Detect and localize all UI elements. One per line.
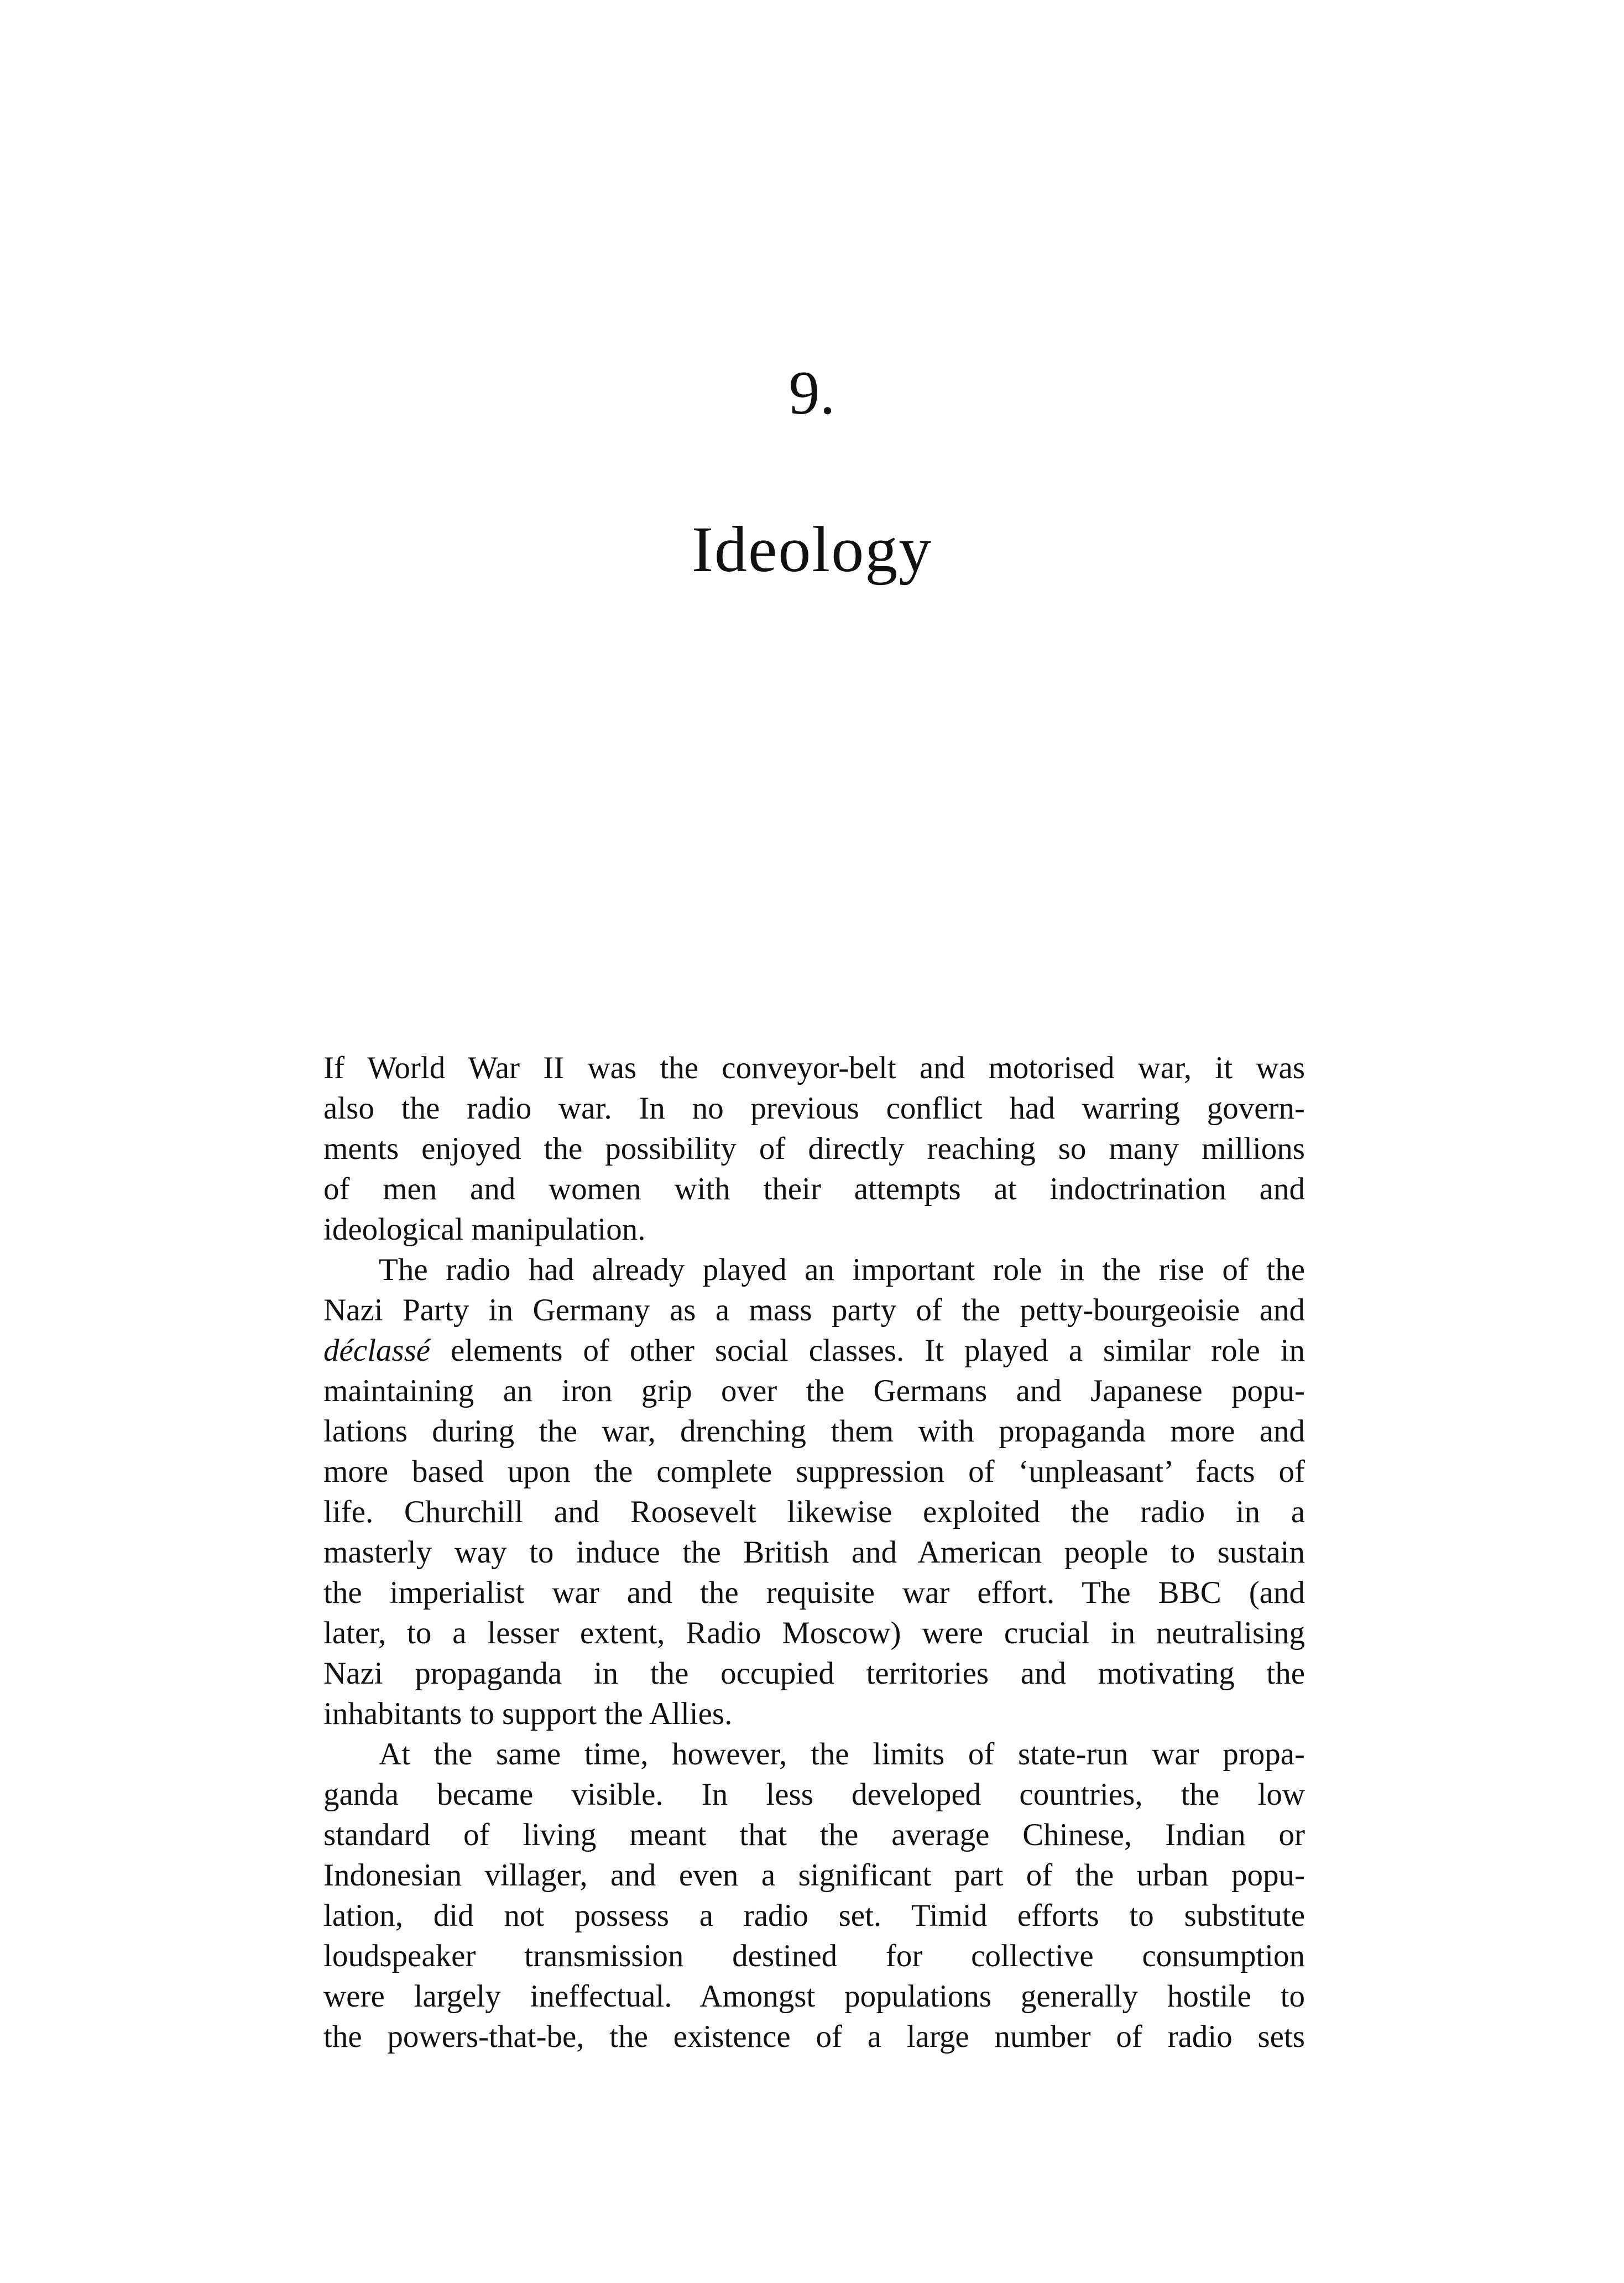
text-line: were largely ineffectual. Amongst populations generally hostile to (323, 1979, 1305, 2014)
text-line: If World War II was the conveyor-belt and motorised war, it was (323, 1051, 1305, 1085)
text-line: maintaining an iron grip over the Germans and Japanese popu- (323, 1373, 1305, 1408)
text-line: of men and women with their attempts at indoctrination and (323, 1172, 1305, 1206)
paragraph (323, 1734, 1305, 2057)
text-line: inhabitants to support the Allies. (323, 1696, 733, 1731)
text-line: life. Churchill and Roosevelt likewise exploited the radio in a (323, 1495, 1305, 1529)
text-line: Nazi Party in Germany as a mass party of the petty-bourgeoisie and (323, 1293, 1305, 1328)
text-line: lations during the war, drenching them with propaganda more and (323, 1414, 1305, 1449)
text-line: standard of living meant that the average Chinese, Indian or (323, 1817, 1305, 1852)
text-line: Nazi propaganda in the occupied territories and motivating the (323, 1656, 1305, 1691)
text-line: The radio had already played an important role in the rise of the (379, 1252, 1305, 1287)
paragraph (323, 1250, 1305, 1734)
text-line: the imperialist war and the requisite war effort. The BBC (and (323, 1575, 1305, 1610)
paragraph (323, 1048, 1305, 1250)
text-line: ments enjoyed the possibility of directly reaching so many millions (323, 1131, 1305, 1166)
text-line: déclassé elements of other social classes. It played a similar role in (323, 1333, 1305, 1368)
text-line: ganda became visible. In less developed countries, the low (323, 1777, 1305, 1812)
text-line: more based upon the complete suppression of ‘unpleasant’ facts of (323, 1454, 1305, 1489)
text-line: Indonesian villager, and even a significant part of the urban popu- (323, 1858, 1305, 1893)
text-line: loudspeaker transmission destined for collective consumption (323, 1939, 1305, 1973)
body-text (323, 1048, 1305, 2057)
chapter-title: Ideology (691, 513, 933, 586)
text-line: later, to a lesser extent, Radio Moscow) were crucial in neutralising (323, 1616, 1305, 1650)
text-line: masterly way to induce the British and American people to sustain (323, 1535, 1305, 1570)
text-line: ideological manipulation. (323, 1212, 646, 1247)
chapter-number: 9. (788, 359, 836, 427)
text-line: the powers-that-be, the existence of a large number of radio sets (323, 2019, 1305, 2054)
text-line: lation, did not possess a radio set. Timid efforts to substitute (323, 1898, 1305, 1933)
text-line: At the same time, however, the limits of state-run war propa- (379, 1737, 1305, 1772)
text-line: also the radio war. In no previous conflict had warring govern- (323, 1091, 1305, 1126)
